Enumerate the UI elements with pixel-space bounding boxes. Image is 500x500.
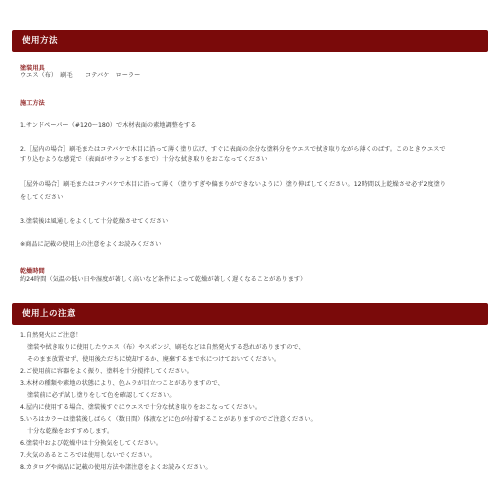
dry-text: 約24時間（気温の低い日や湿度が著しく高いなど条件によって乾燥が著しく遅くなることがあります） xyxy=(20,276,307,283)
tools-heading: 塗装用具 xyxy=(20,65,45,72)
method-step-2b-line-2: をしてください xyxy=(20,194,64,201)
caution-item: そのまま放置せず、使用後ただちに焼却するか、廃棄するまで水につけておいてください。 xyxy=(27,356,281,363)
method-step-2-line-2: すり込むような感覚で（表面がサラッとするまで）十分な拭き取りをおこなってください xyxy=(20,156,268,163)
dry-heading: 乾燥時間 xyxy=(20,268,45,275)
caution-item: 3.木材の種類や素地の状態により、色ムラが目立つことがありますので、 xyxy=(20,380,224,387)
method-heading: 施工方法 xyxy=(20,100,45,107)
method-note: ※商品に記載の使用上の注意をよくお読みください xyxy=(20,241,162,248)
tools-text: ウエス（布） 刷毛 コテバケ ローラー xyxy=(20,72,141,79)
caution-item: 5.いろはカラーは塗装後しばらく（数日間）体液などに色が付着することがありますのでご注意ください。 xyxy=(20,416,317,423)
caution-item: 4.屋内に使用する場合、塗装後すぐにウエスで十分な拭き取りをおこなってください。 xyxy=(20,404,262,411)
method-step-2b-line-1: ［屋外の場合］刷毛またはコテバケで木目に沿って薄く（塗りすぎや偏まりができないように）塗り伸ばしてください。12時間以上乾燥させ必ず2度塗り xyxy=(20,181,446,188)
usage-section-header xyxy=(12,30,488,52)
method-step-3: 3.塗装後は風通しをよくして十分乾燥させてください xyxy=(20,218,169,225)
caution-item: 6.塗装中および乾燥中は十分換気をしてください。 xyxy=(20,440,163,447)
caution-item: 塗装前に必ず試し塗りをして色を確認してください。 xyxy=(27,392,176,399)
caution-item: 2.ご使用前に容器をよく振り、塗料を十分撹拌してください。 xyxy=(20,368,193,375)
method-step-1: 1.サンドペーパー（#120〜180）で木材表面の素地調整をする xyxy=(20,122,197,129)
caution-item: 1.自然発火にご注意！ xyxy=(20,332,82,339)
method-step-2-line-1: 2.［屋内の場合］刷毛またはコテバケで木目に沿って薄く塗り広げ、すぐに表面の余分な塗料分をウエスで拭き取りながら薄くのばす。このときウエスで xyxy=(20,146,446,153)
caution-section-title: 使用上の注意 xyxy=(22,309,77,319)
caution-item: 十分な乾燥をおすすめします。 xyxy=(27,428,114,435)
caution-item: 塗装や拭き取りに使用したウエス（布）やスポンジ、刷毛などは自然発火する恐れがありますので、 xyxy=(27,344,305,351)
caution-section-header xyxy=(12,303,488,325)
caution-item: 8.カタログや商品に記載の使用方法や諸注意をよくお読みください。 xyxy=(20,464,212,471)
caution-item: 7.火気のあるところでは使用しないでください。 xyxy=(20,452,156,459)
usage-section-title: 使用方法 xyxy=(22,36,59,46)
